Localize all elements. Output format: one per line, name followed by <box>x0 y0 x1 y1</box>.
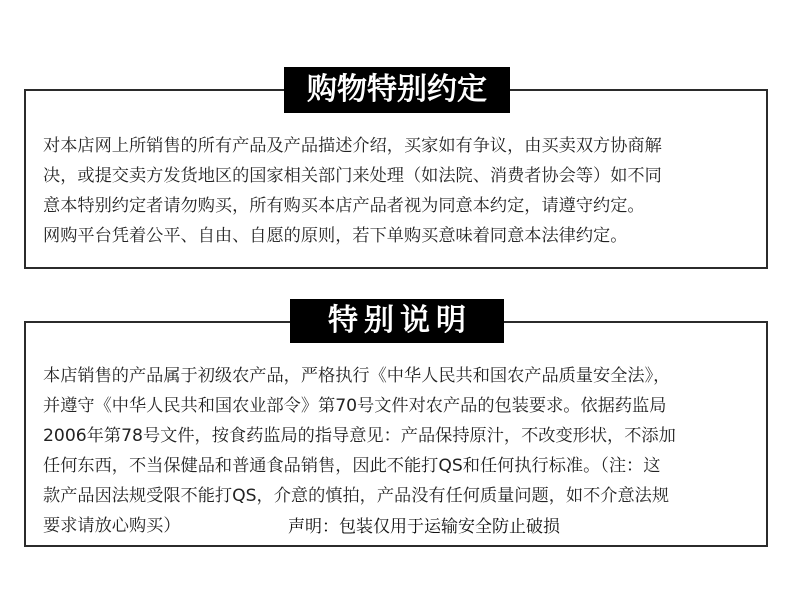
special-notice-line: 要求请放心购买） <box>43 516 181 536</box>
special-notice-line: 并遵守《中华人民共和国农业部令》第70号文件对农产品的包装要求。依据药监局 <box>43 396 667 416</box>
purchase-agreement-line: 决，或提交卖方发货地区的国家相关部门来处理（如法院、消费者协会等）如不同 <box>43 166 662 186</box>
special-notice-line: 款产品因法规受限不能打QS，介意的慎拍，产品没有任何质量问题，如不介意法规 <box>43 486 670 506</box>
purchase-agreement-title: 购物特别约定 <box>284 67 510 113</box>
purchase-agreement-text <box>43 131 752 251</box>
purchase-agreement-line: 意本特别约定者请勿购买，所有购买本店产品者视为同意本约定，请遵守约定。 <box>43 196 645 216</box>
special-notice-title: 特别说明 <box>290 299 504 343</box>
special-notice-section <box>24 321 768 547</box>
packaging-declaration: 声明：包装仅用于运输安全防止破损 <box>288 517 560 537</box>
special-notice-line: 本店销售的产品属于初级农产品，严格执行《中华人民共和国农产品质量安全法》， <box>43 366 671 386</box>
special-notice-line: 任何东西，不当保健品和普通食品销售，因此不能打QS和任何执行标准。（注：这 <box>43 456 661 476</box>
purchase-agreement-line: 网购平台凭着公平、自由、自愿的原则，若下单购买意味着同意本法律约定。 <box>43 226 628 246</box>
purchase-agreement-section <box>24 89 768 269</box>
special-notice-line: 2006年第78号文件，按食药监局的指导意见：产品保持原汁，不改变形状，不添加 <box>43 426 676 446</box>
purchase-agreement-line: 对本店网上所销售的所有产品及产品描述介绍，买家如有争议，由买卖双方协商解 <box>43 136 662 156</box>
